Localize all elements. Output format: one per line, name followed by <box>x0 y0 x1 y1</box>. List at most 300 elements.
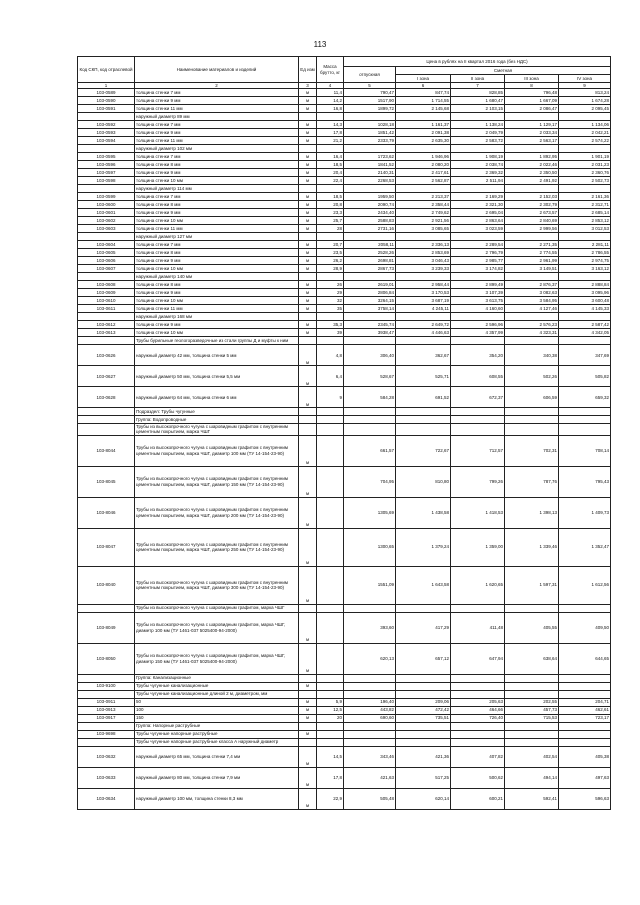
row-zone-1-price: 2 562,87 <box>396 177 451 185</box>
empty-cell <box>396 185 451 193</box>
row-zone-4-price: 2 888,84 <box>559 281 611 289</box>
empty-cell <box>344 722 396 730</box>
row-release-price: 1899,72 <box>344 105 396 113</box>
col-index: 3 <box>299 83 317 89</box>
row-release-price: 2333,79 <box>344 137 396 145</box>
row-unit: м <box>299 329 317 337</box>
row-release-price: 2867,73 <box>344 265 396 273</box>
row-zone-4-price: 2 161,36 <box>559 193 611 201</box>
row-zone-3-price: 1 339,46 <box>505 528 559 566</box>
table-row <box>78 566 611 604</box>
empty-cell <box>505 738 559 746</box>
row-name: толщина стенки 8 мм <box>135 161 299 169</box>
table-row <box>78 466 611 497</box>
row-mass: 14,5 <box>317 746 344 767</box>
row-zone-3-price: 4 127,46 <box>505 305 559 313</box>
row-unit: м <box>299 177 317 185</box>
col-index: 1 <box>78 83 135 89</box>
empty-cell <box>559 604 611 612</box>
empty-cell <box>299 337 317 345</box>
row-zone-3-price: 2 033,34 <box>505 129 559 137</box>
group-heading: Трубы из высокопрочного чугуна с шаровидным графитом с внутренним цементным покрытием, марка ЧШГ <box>135 424 299 435</box>
empty-cell <box>451 233 505 241</box>
table-row <box>78 105 611 113</box>
row-code <box>78 604 135 612</box>
row-release-price: 1851,42 <box>344 129 396 137</box>
row-code: 103-0592 <box>78 121 135 129</box>
empty-cell <box>451 113 505 121</box>
table-row <box>78 153 611 161</box>
empty-cell <box>505 233 559 241</box>
empty-cell <box>317 185 344 193</box>
row-zone-1-price: 1 379,24 <box>396 528 451 566</box>
row-code: 103-0913 <box>78 706 135 714</box>
empty-cell <box>299 690 317 698</box>
empty-cell <box>344 674 396 682</box>
row-zone-2-price: 828,85 <box>451 89 505 97</box>
table-row <box>78 177 611 185</box>
row-zone-4-price: 4 342,05 <box>559 329 611 337</box>
header-estimate: Сметная <box>396 67 611 75</box>
row-zone-3-price: 502,26 <box>505 366 559 387</box>
row-zone-2-price: 600,21 <box>451 788 505 809</box>
row-zone-3-price: 2 086,47 <box>505 105 559 113</box>
row-zone-4-price: 2 974,75 <box>559 257 611 265</box>
row-code: 103-0911 <box>78 698 135 706</box>
group-heading-row <box>78 408 611 416</box>
empty-cell <box>559 313 611 321</box>
row-zone-4-price: 505,82 <box>559 366 611 387</box>
row-zone-4-price: 2 853,12 <box>559 217 611 225</box>
table-row <box>78 217 611 225</box>
group-heading: наружный диаметр 168 мм <box>135 313 299 321</box>
table-row <box>78 89 611 97</box>
row-zone-4-price: 659,32 <box>559 387 611 408</box>
empty-cell <box>451 424 505 435</box>
row-name: толщина стенки 10 мм <box>135 177 299 185</box>
row-unit: м <box>299 281 317 289</box>
row-name: толщина стенки 11 мм <box>135 137 299 145</box>
empty-cell <box>344 690 396 698</box>
empty-cell <box>396 408 451 416</box>
row-zone-3-price: 787,76 <box>505 466 559 497</box>
row-release-price: 2090,74 <box>344 201 396 209</box>
empty-cell <box>451 273 505 281</box>
row-mass <box>317 730 344 738</box>
row-mass <box>317 497 344 528</box>
price-table <box>77 56 611 810</box>
row-code: 103-8049 <box>78 612 135 643</box>
row-code: 103-0633 <box>78 767 135 788</box>
row-zone-1-price: 1 438,58 <box>396 497 451 528</box>
row-unit: м <box>299 169 317 177</box>
group-heading-row <box>78 674 611 682</box>
row-code: 103-9698 <box>78 730 135 738</box>
row-code <box>78 185 135 193</box>
row-name: толщина стенки 9 мм <box>135 257 299 265</box>
empty-cell <box>317 233 344 241</box>
row-zone-1-price: 810,80 <box>396 466 451 497</box>
row-mass: 26 <box>317 281 344 289</box>
row-zone-4-price: 3 600,48 <box>559 297 611 305</box>
row-name: наружный диаметр 65 мм, толщина стенки 7,4 мм <box>135 746 299 767</box>
row-zone-3-price: 606,59 <box>505 387 559 408</box>
row-code <box>78 313 135 321</box>
row-zone-3-price: 457,73 <box>505 706 559 714</box>
row-code: 103-0600 <box>78 201 135 209</box>
row-zone-2-price: 2 103,15 <box>451 105 505 113</box>
row-code: 103-0598 <box>78 177 135 185</box>
row-unit: м <box>299 89 317 97</box>
table-row <box>78 435 611 466</box>
row-unit: м <box>299 321 317 329</box>
header-zone-1: I зона <box>396 75 451 83</box>
row-release-price: 1028,18 <box>344 121 396 129</box>
row-zone-2-price: 3 023,59 <box>451 225 505 233</box>
empty-cell <box>505 674 559 682</box>
row-code <box>78 738 135 746</box>
row-zone-2-price: 726,40 <box>451 714 505 722</box>
col-index: 5 <box>344 83 396 89</box>
row-zone-4-price: 4 145,33 <box>559 305 611 313</box>
row-zone-1-price: 472,42 <box>396 706 451 714</box>
row-unit: м <box>299 105 317 113</box>
row-name: Трубы из высокопрочного чугуна с шаровидным графитом, марка ЧШГ, диаметр 100 мм (ТУ 1461-037 5025400-94-2000) <box>135 612 299 643</box>
header-code: Код СКП, код отраслевой <box>78 57 135 83</box>
header-unit: Ед изм <box>299 57 317 83</box>
row-zone-1-price: 2 358,44 <box>396 201 451 209</box>
row-code: 103-0591 <box>78 105 135 113</box>
table-row <box>78 528 611 566</box>
row-unit: м <box>299 241 317 249</box>
table-row <box>78 305 611 313</box>
group-heading: Трубы бурильные геологоразведочные из стали группы Д и муфты к ним <box>135 337 299 345</box>
empty-cell <box>396 145 451 153</box>
row-code: 103-0606 <box>78 257 135 265</box>
row-unit: м <box>299 345 317 366</box>
header-zone-3: III зона <box>505 75 559 83</box>
row-unit: м <box>299 249 317 257</box>
row-mass: 12,5 <box>317 706 344 714</box>
row-name: толщина стенки 9 мм <box>135 321 299 329</box>
row-zone-3-price: 638,64 <box>505 643 559 674</box>
row-mass: 35,3 <box>317 321 344 329</box>
row-zone-1-price: 847,74 <box>396 89 451 97</box>
row-zone-2-price: 464,66 <box>451 706 505 714</box>
row-code: 103-0593 <box>78 129 135 137</box>
empty-cell <box>299 416 317 424</box>
row-mass <box>317 528 344 566</box>
table-row <box>78 345 611 366</box>
row-zone-4-price: 795,43 <box>559 466 611 497</box>
empty-cell <box>559 185 611 193</box>
empty-cell <box>317 337 344 345</box>
row-unit: м <box>299 706 317 714</box>
row-zone-1-price <box>396 730 451 738</box>
row-zone-4-price: 1 352,47 <box>559 528 611 566</box>
row-zone-3-price: 2 152,03 <box>505 193 559 201</box>
table-row <box>78 161 611 169</box>
row-code <box>78 145 135 153</box>
row-name: 50 <box>135 698 299 706</box>
row-mass: 11,4 <box>317 89 344 97</box>
empty-cell <box>344 113 396 121</box>
row-name: толщина стенки 8 мм <box>135 201 299 209</box>
row-mass <box>317 435 344 466</box>
row-zone-3-price: 494,14 <box>505 767 559 788</box>
row-mass: 32 <box>317 297 344 305</box>
row-name: Трубы чугунные канализационные <box>135 682 299 690</box>
group-heading-row <box>78 145 611 153</box>
table-row <box>78 497 611 528</box>
row-unit: м <box>299 153 317 161</box>
row-code: 103-8040 <box>78 566 135 604</box>
empty-cell <box>317 690 344 698</box>
row-mass: 17,8 <box>317 129 344 137</box>
row-code: 103-8047 <box>78 528 135 566</box>
row-code: 103-0917 <box>78 714 135 722</box>
row-unit: м <box>299 265 317 273</box>
empty-cell <box>451 185 505 193</box>
row-unit: м <box>299 643 317 674</box>
empty-cell <box>559 416 611 424</box>
row-unit: м <box>299 466 317 497</box>
row-release-price: 1959,50 <box>344 193 396 201</box>
row-zone-1-price: 1 946,96 <box>396 153 451 161</box>
row-unit: м <box>299 257 317 265</box>
empty-cell <box>451 690 505 698</box>
row-release-price: 443,82 <box>344 706 396 714</box>
row-zone-2-price: 2 511,94 <box>451 177 505 185</box>
row-zone-2-price: 2 289,54 <box>451 241 505 249</box>
row-zone-3-price: 592,41 <box>505 788 559 809</box>
row-name: толщина стенки 9 мм <box>135 97 299 105</box>
row-zone-2-price: 2 321,30 <box>451 201 505 209</box>
table-row <box>78 289 611 297</box>
row-code: 103-0595 <box>78 153 135 161</box>
row-release-price <box>344 682 396 690</box>
col-index: 6 <box>396 83 451 89</box>
group-heading-row <box>78 185 611 193</box>
empty-cell <box>317 145 344 153</box>
empty-cell <box>559 738 611 746</box>
empty-cell <box>317 722 344 730</box>
row-code: 103-0610 <box>78 297 135 305</box>
row-zone-1-price: 2 336,13 <box>396 241 451 249</box>
row-zone-4-price: 2 587,42 <box>559 321 611 329</box>
row-zone-4-price: 1 134,06 <box>559 121 611 129</box>
empty-cell <box>559 145 611 153</box>
table-row <box>78 193 611 201</box>
row-zone-2-price: 1 418,53 <box>451 497 505 528</box>
row-mass: 14,3 <box>317 121 344 129</box>
group-heading: Группа: Канализационные <box>135 674 299 682</box>
row-unit: м <box>299 217 317 225</box>
row-zone-2-price: 2 596,96 <box>451 321 505 329</box>
empty-cell <box>299 233 317 241</box>
table-header <box>78 57 611 89</box>
row-mass: 14,2 <box>317 97 344 105</box>
row-zone-4-price: 462,61 <box>559 706 611 714</box>
empty-cell <box>505 313 559 321</box>
row-zone-3-price: 1 129,17 <box>505 121 559 129</box>
row-zone-2-price: 4 357,99 <box>451 329 505 337</box>
row-zone-1-price: 2 091,38 <box>396 129 451 137</box>
group-heading-row <box>78 738 611 746</box>
empty-cell <box>559 408 611 416</box>
group-heading-row <box>78 424 611 435</box>
row-release-price: 584,28 <box>344 387 396 408</box>
empty-cell <box>299 185 317 193</box>
row-zone-4-price: 2 574,22 <box>559 137 611 145</box>
row-zone-1-price: 2 145,68 <box>396 105 451 113</box>
empty-cell <box>396 416 451 424</box>
empty-cell <box>344 408 396 416</box>
row-zone-4-price: 723,17 <box>559 714 611 722</box>
empty-cell <box>559 233 611 241</box>
empty-cell <box>396 674 451 682</box>
row-zone-1-price: 722,67 <box>396 435 451 466</box>
row-zone-2-price: 354,20 <box>451 345 505 366</box>
empty-cell <box>317 604 344 612</box>
empty-cell <box>505 273 559 281</box>
empty-cell <box>344 424 396 435</box>
empty-cell <box>451 145 505 153</box>
row-unit: м <box>299 497 317 528</box>
row-zone-2-price: 1 620,65 <box>451 566 505 604</box>
row-mass: 20,8 <box>317 201 344 209</box>
row-unit: м <box>299 767 317 788</box>
table-body <box>78 89 611 809</box>
row-name: толщина стенки 7 мм <box>135 153 299 161</box>
row-release-price: 3264,15 <box>344 297 396 305</box>
row-release-price: 2268,53 <box>344 177 396 185</box>
row-mass: 18,5 <box>317 193 344 201</box>
empty-cell <box>317 113 344 121</box>
row-mass: 28,9 <box>317 265 344 273</box>
empty-cell <box>505 185 559 193</box>
row-zone-3-price: 1 667,09 <box>505 97 559 105</box>
row-unit: м <box>299 193 317 201</box>
empty-cell <box>396 722 451 730</box>
row-code: 103-8045 <box>78 466 135 497</box>
row-zone-1-price: 2 649,72 <box>396 321 451 329</box>
row-zone-4-price: 1 612,56 <box>559 566 611 604</box>
empty-cell <box>451 722 505 730</box>
row-name: толщина стенки 10 мм <box>135 217 299 225</box>
row-zone-2-price <box>451 682 505 690</box>
row-code: 103-0589 <box>78 89 135 97</box>
row-zone-4-price: 204,71 <box>559 698 611 706</box>
row-zone-2-price: 1 908,19 <box>451 153 505 161</box>
row-name: толщина стенки 9 мм <box>135 289 299 297</box>
row-code <box>78 273 135 281</box>
row-mass: 5,9 <box>317 698 344 706</box>
empty-cell <box>317 674 344 682</box>
row-mass <box>317 466 344 497</box>
row-mass: 20 <box>317 714 344 722</box>
row-zone-2-price: 2 899,49 <box>451 281 505 289</box>
row-zone-3-price: 340,38 <box>505 345 559 366</box>
row-release-price: 3758,14 <box>344 305 396 313</box>
empty-cell <box>299 313 317 321</box>
row-zone-4-price: 2 786,55 <box>559 249 611 257</box>
group-heading: наружный диаметр 114 мм <box>135 185 299 193</box>
row-zone-2-price: 2 369,32 <box>451 169 505 177</box>
row-mass: 39 <box>317 329 344 337</box>
row-zone-1-price: 3 046,43 <box>396 257 451 265</box>
table-row <box>78 121 611 129</box>
row-code: 103-0613 <box>78 329 135 337</box>
group-heading-row <box>78 416 611 424</box>
row-code: 103-0590 <box>78 97 135 105</box>
col-index: 7 <box>451 83 505 89</box>
empty-cell <box>559 113 611 121</box>
row-release-price: 2345,74 <box>344 321 396 329</box>
empty-cell <box>505 145 559 153</box>
row-release-price: 1551,09 <box>344 566 396 604</box>
row-zone-3-price: 1 398,13 <box>505 497 559 528</box>
empty-cell <box>451 416 505 424</box>
empty-cell <box>505 604 559 612</box>
group-heading-row <box>78 604 611 612</box>
row-zone-3-price: 1 892,95 <box>505 153 559 161</box>
row-unit: м <box>299 366 317 387</box>
row-zone-4-price: 2 685,14 <box>559 209 611 217</box>
row-zone-2-price: 799,26 <box>451 466 505 497</box>
row-release-price: 393,60 <box>344 612 396 643</box>
row-zone-1-price: 417,29 <box>396 612 451 643</box>
row-zone-3-price: 2 022,46 <box>505 161 559 169</box>
row-zone-4-price: 3 163,12 <box>559 265 611 273</box>
page-number: 113 <box>313 40 327 49</box>
group-heading: наружный диаметр 102 мм <box>135 145 299 153</box>
row-name: толщина стенки 7 мм <box>135 121 299 129</box>
row-code: 103-9100 <box>78 682 135 690</box>
row-mass: 23,5 <box>317 249 344 257</box>
header-zone-2: II зона <box>451 75 505 83</box>
row-zone-3-price: 3 584,95 <box>505 297 559 305</box>
row-mass: 16,8 <box>317 105 344 113</box>
row-name: 150 <box>135 714 299 722</box>
row-code: 103-0611 <box>78 305 135 313</box>
empty-cell <box>344 337 396 345</box>
row-zone-4-price: 2 042,21 <box>559 129 611 137</box>
row-code: 103-0599 <box>78 193 135 201</box>
row-name: наружный диаметр 42 мм, толщина стенки 5 мм <box>135 345 299 366</box>
row-mass: 22,4 <box>317 177 344 185</box>
row-release-price: 2806,84 <box>344 289 396 297</box>
empty-cell <box>505 416 559 424</box>
group-heading: Группа: Напорные раструбные <box>135 722 299 730</box>
row-zone-2-price: 1 359,00 <box>451 528 505 566</box>
row-zone-4-price: 1 674,28 <box>559 97 611 105</box>
row-zone-2-price: 2 038,74 <box>451 161 505 169</box>
empty-cell <box>396 233 451 241</box>
empty-cell <box>396 424 451 435</box>
row-zone-3-price: 202,55 <box>505 698 559 706</box>
row-release-price: 2588,83 <box>344 217 396 225</box>
empty-cell <box>451 674 505 682</box>
empty-cell <box>505 722 559 730</box>
empty-cell <box>451 337 505 345</box>
row-unit: м <box>299 201 317 209</box>
row-name: наружный диаметр 64 мм, толщина стенки 6 мм <box>135 387 299 408</box>
row-name: толщина стенки 10 мм <box>135 329 299 337</box>
row-unit: м <box>299 528 317 566</box>
empty-cell <box>505 113 559 121</box>
empty-cell <box>559 424 611 435</box>
